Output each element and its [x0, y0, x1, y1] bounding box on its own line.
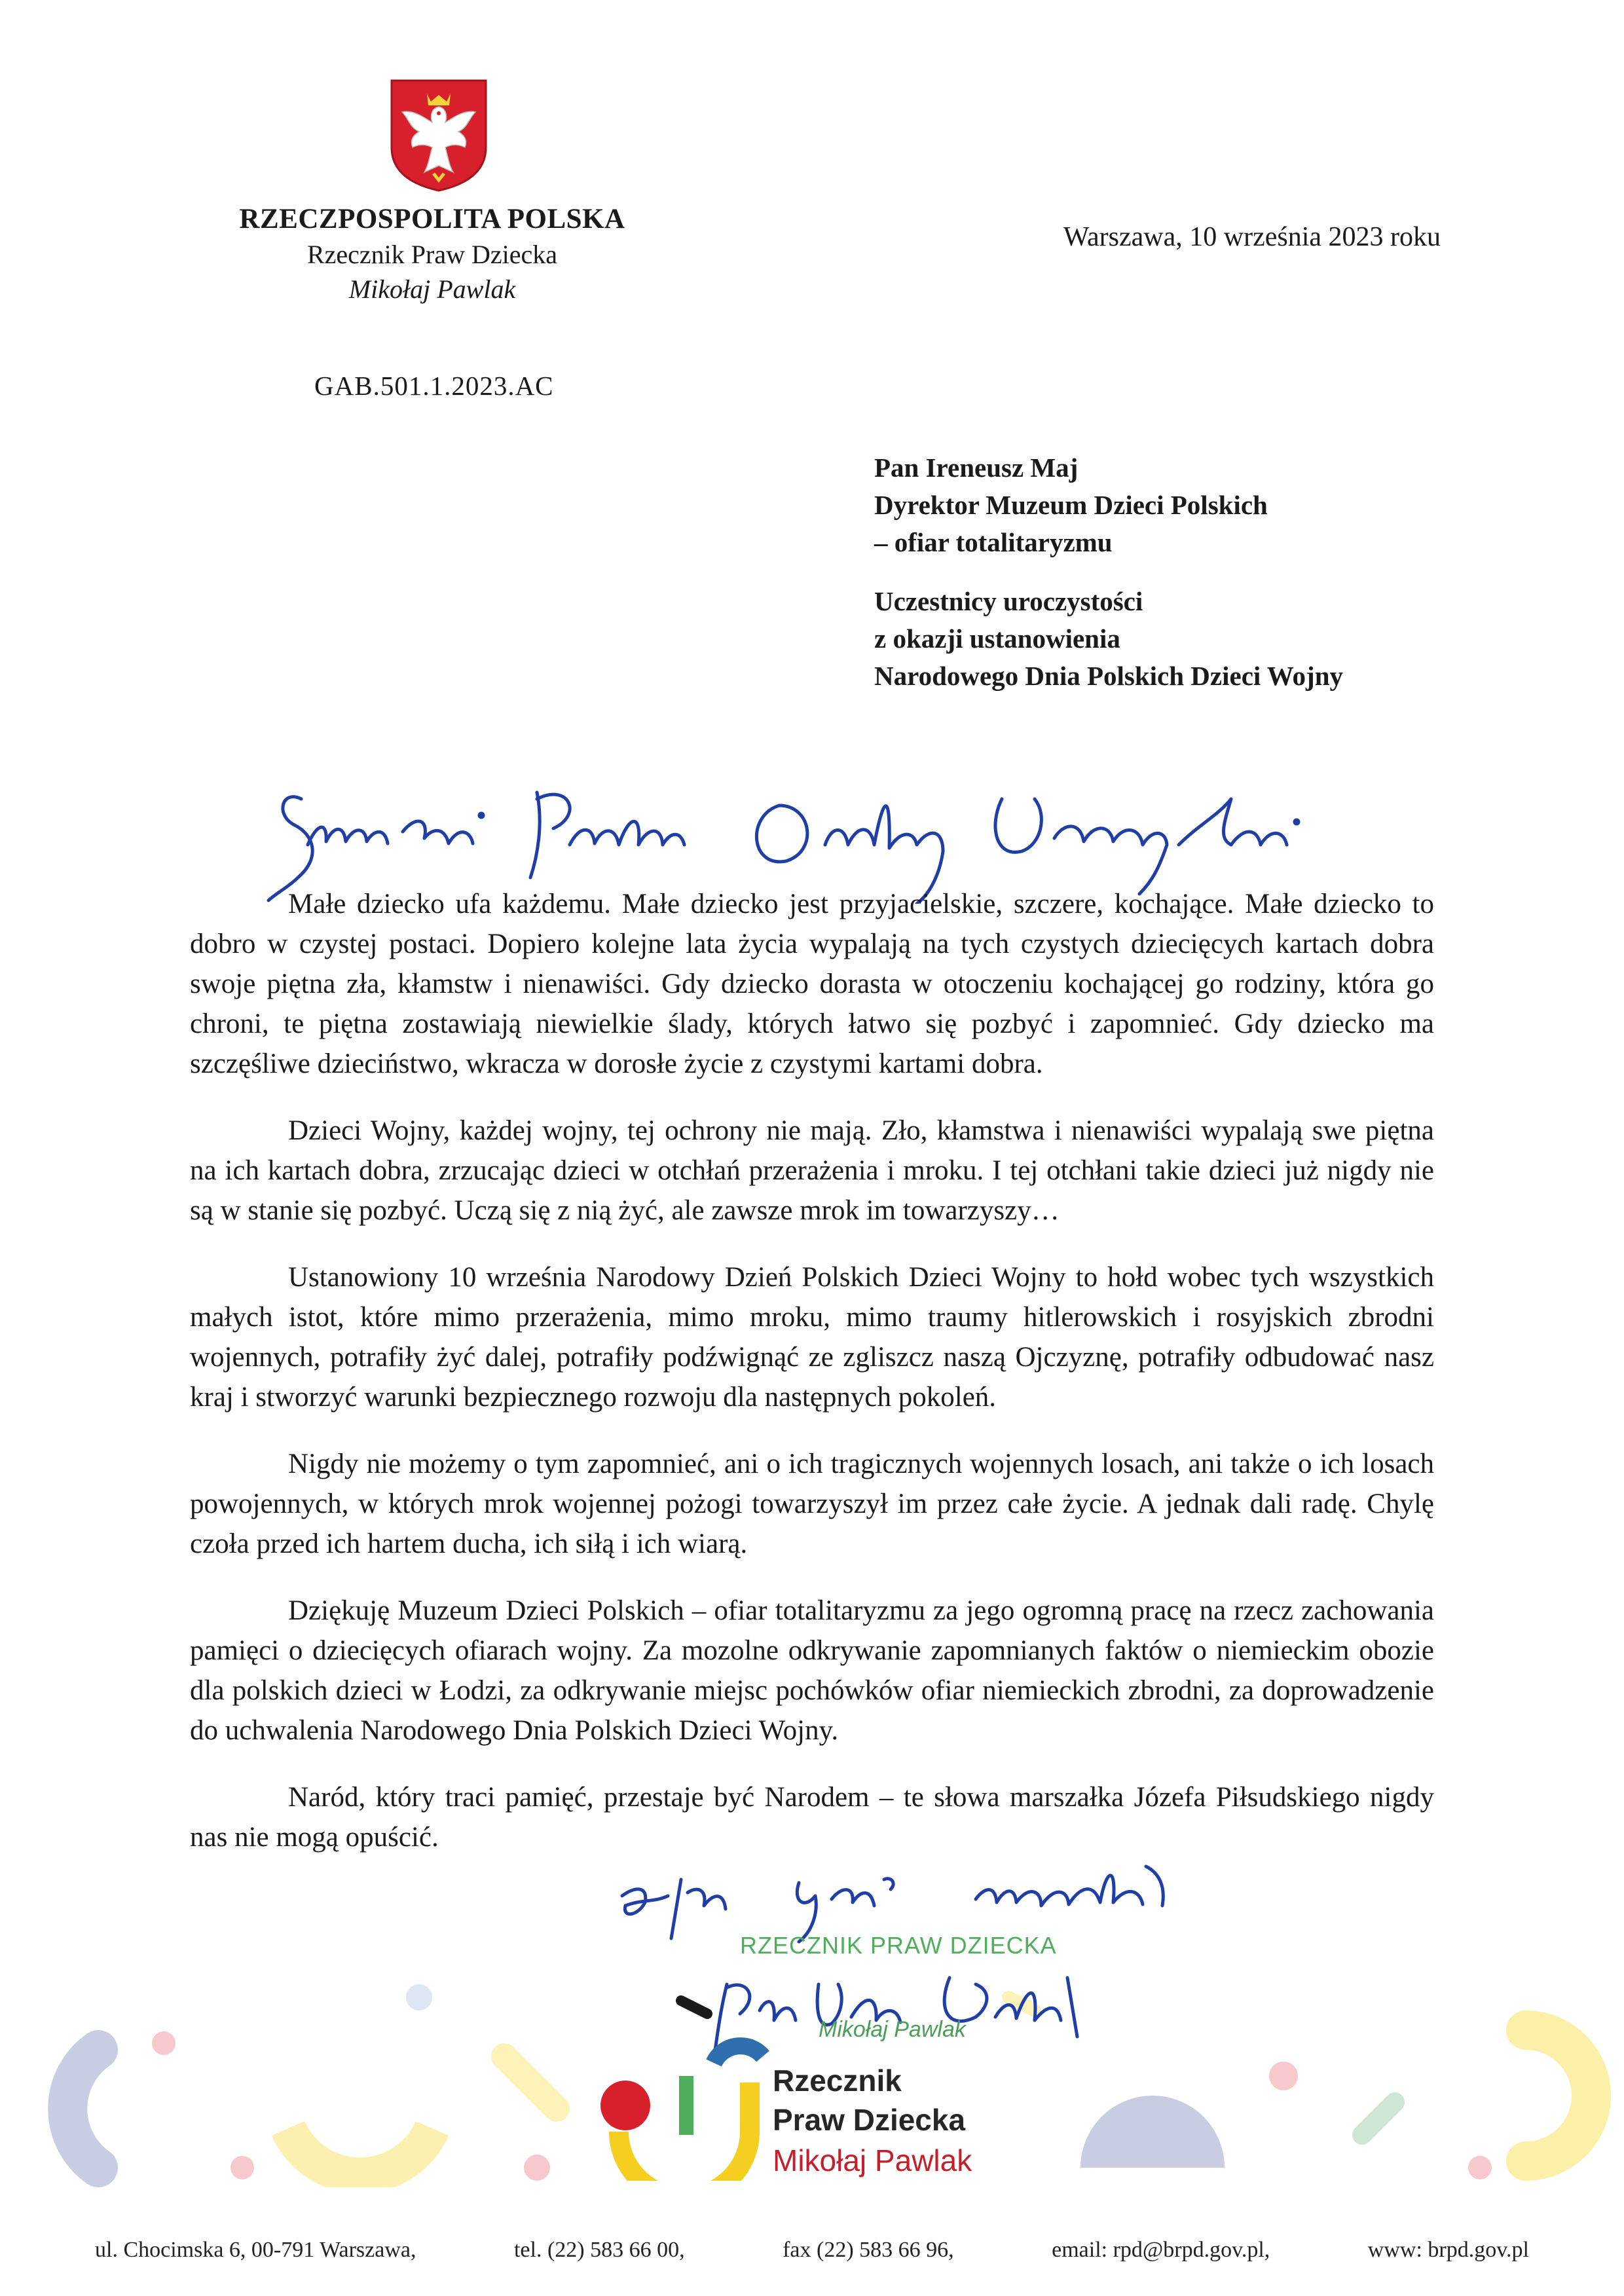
ombudsman-logo-icon [593, 1984, 783, 2181]
recipient-line: z okazji ustanowienia [874, 623, 1120, 654]
coat-of-arms-emblem [386, 75, 491, 193]
reference-number: GAB.501.1.2023.AC [314, 371, 554, 401]
body-paragraph: Naród, który traci pamięć, przestaje być Narodem – te słowa marszałka Józefa Piłsudskiego nigdy nas nie mogą opuścić. [190, 1782, 1434, 1853]
recipient-line: Uczestnicy uroczystości [874, 586, 1143, 616]
institution-title: RZECZPOSPOLITA POLSKA [239, 204, 625, 234]
brand-line-1: Rzecznik [773, 2064, 902, 2098]
body-paragraph: Dziękuję Muzeum Dzieci Polskich – ofiar totalitaryzmu za jego ogromną pracę na rzecz zachowania pamięci o dziecięcych ofiarach wojny. Za mozolne odkrywanie zapomnianych faktów o niemieckim obozie dla polskich dzieci w Łodzi, za odkrywanie miejsc pochówków ofiar niemieckich zbrodni, za doprowadzenie do uchwalenia Narodowego Dnia Polskich Dzieci Wojny. [190, 1595, 1434, 1746]
footer-address: ul. Chocimska 6, 00-791 Warszawa, [95, 2238, 416, 2262]
body-paragraph: Nigdy nie możemy o tym zapomnieć, ani o ich tragicznych wojennych losach, ani także o ich losach powojennych, w których mrok wojennej pożogi towarzyszył im przez całe życie. A jednak dali radę. Chylę czoła przed ich hartem ducha, ich siłą i ich wiarą. [190, 1449, 1434, 1559]
recipient-block-director [874, 449, 1268, 561]
recipient-line: Narodowego Dnia Polskich Dzieci Wojny [874, 661, 1343, 691]
body-paragraph: Dzieci Wojny, każdej wojny, tej ochrony nie mają. Zło, kłamstwa i nienawiści wypalają swe piętna na ich kartach dobra, zrzucając dzieci w otchłań przerażenia i mroku. I tej otchłani takie dzieci już nigdy nie są w stanie się pozbyć. Uczą się z nią żyć, ale zawsze mrok im towarzyszy… [190, 1115, 1434, 1226]
stamp-name: Mikołaj Pawlak [819, 2017, 966, 2042]
handwritten-closing [609, 1847, 1179, 1945]
handwritten-greeting [262, 753, 1336, 904]
footer-website[interactable]: www: brpd.gov.pl [1367, 2238, 1529, 2262]
footer-contact [95, 2238, 1529, 2263]
letter-body [190, 884, 1434, 1884]
recipient-block-participants [874, 583, 1343, 695]
body-paragraph: Ustanowiony 10 września Narodowy Dzień Polskich Dzieci Wojny to hołd wobec tych wszystkich małych istot, które mimo przerażenia, mimo mroku, mimo traumy hitlerowskich i rosyjskich zbrodni wojennych, potrafiły żyć dalej, potrafiły podźwignąć ze zgliszcz naszą Ojczyznę, potrafiły odbudować nasz kraj i stworzyć warunki bezpiecznego rozwoju dla następnych pokoleń. [190, 1262, 1434, 1413]
body-paragraph: Małe dziecko ufa każdemu. Małe dziecko jest przyjacielskie, szczere, kochające. Małe dziecko to dobro w czystej postaci. Dopiero kolejne lata życia wypalają na tych czystych dziecięcych kartach dobra swoje piętna zła, kłamstw i nienawiści. Gdy dziecko dorasta w otoczeniu kochającej go rodziny, która go chroni, te piętna zostawiają niewielkie ślady, których łatwo się pozbyć i zapomnieć. Gdy dziecko ma szczęśliwe dzieciństwo, wkracza w dorosłe życie z czystymi kartami dobra. [190, 889, 1434, 1079]
official-name: Mikołaj Pawlak [348, 274, 516, 304]
footer-email[interactable]: email: rpd@brpd.gov.pl, [1052, 2238, 1270, 2262]
recipient-line: Pan Ireneusz Maj [874, 453, 1079, 483]
letter-date: Warszawa, 10 września 2023 roku [1063, 222, 1441, 252]
recipient-line: – ofiar totalitaryzmu [874, 527, 1113, 557]
footer-fax: fax (22) 583 66 96, [783, 2238, 954, 2262]
brand-line-2: Praw Dziecka [773, 2103, 966, 2137]
footer-phone: tel. (22) 583 66 00, [513, 2238, 685, 2262]
office-name: Rzecznik Praw Dziecka [306, 240, 558, 269]
recipient-line: Dyrektor Muzeum Dzieci Polskich [874, 490, 1268, 520]
stamp-title: RZECZNIK PRAW DZIECKA [740, 1932, 1057, 1959]
brand-line-3: Mikołaj Pawlak [773, 2143, 972, 2177]
